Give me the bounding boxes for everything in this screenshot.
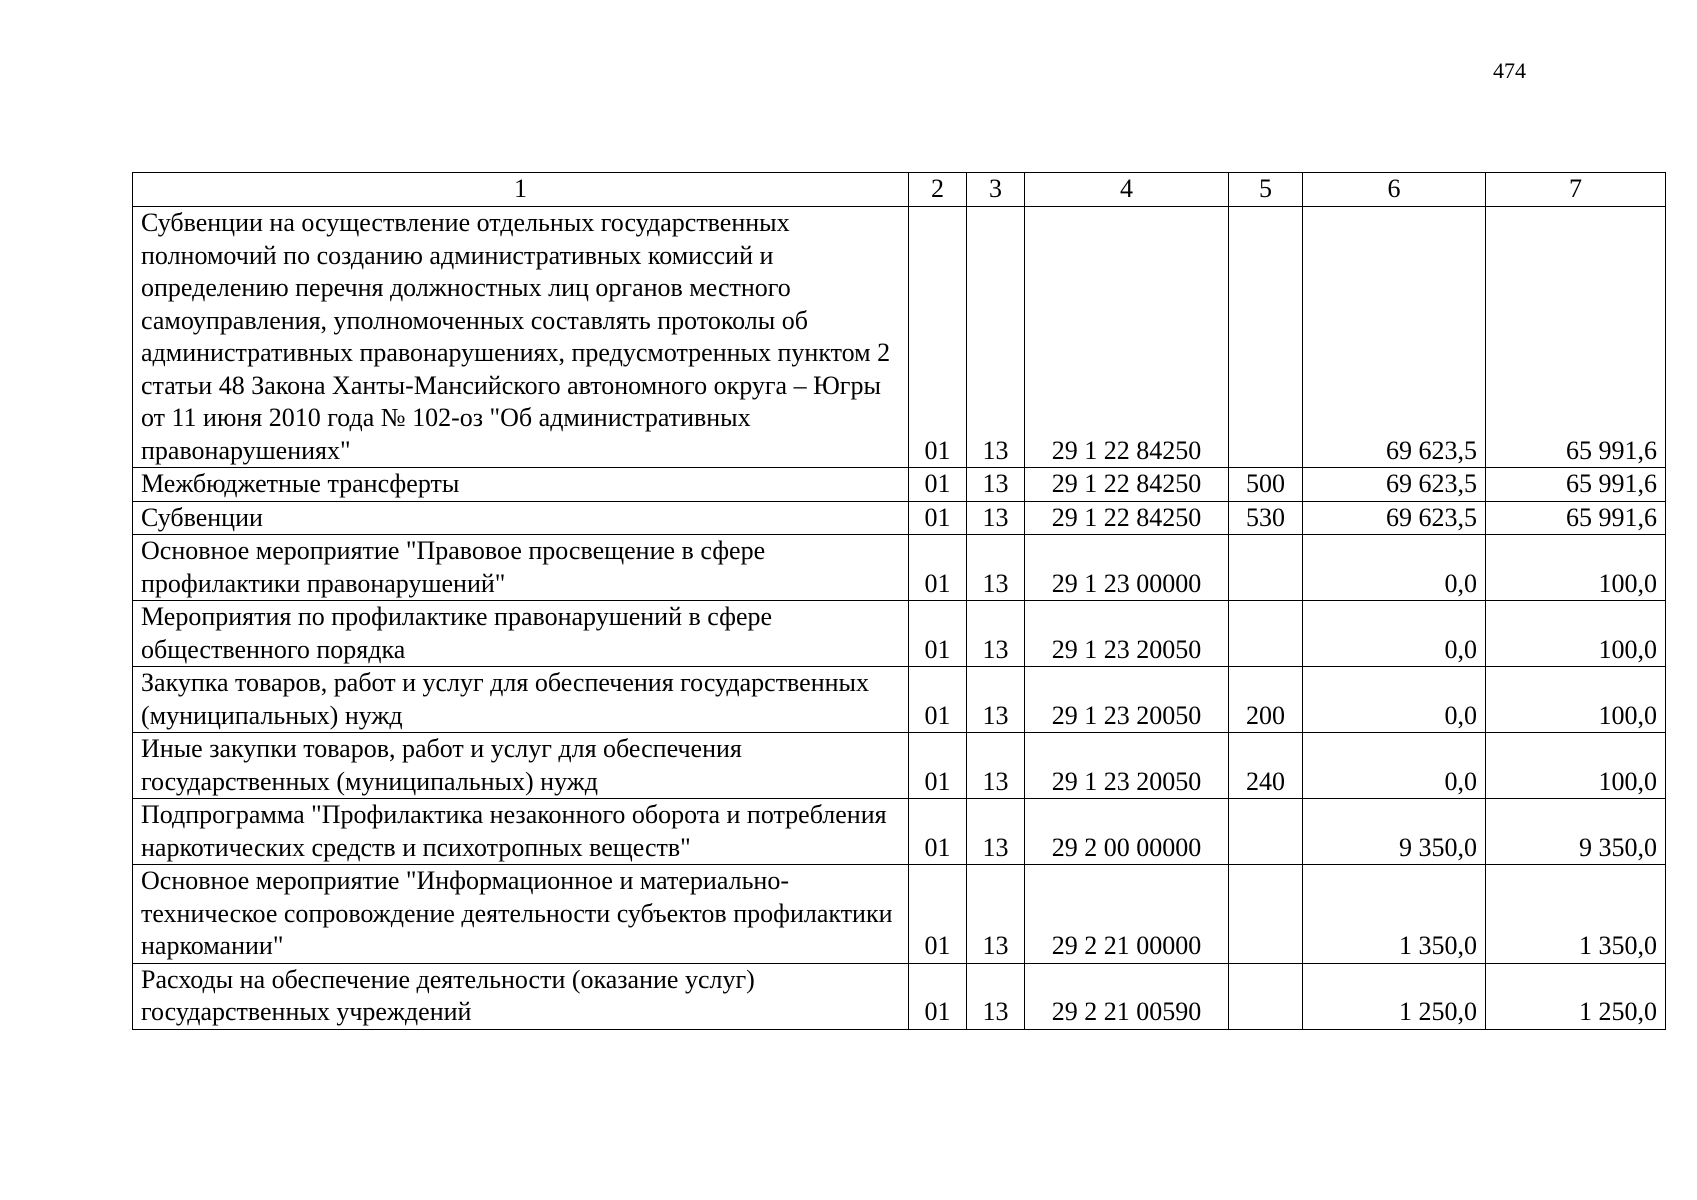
row-vr [1229,535,1303,601]
row-rz: 01 [909,468,967,502]
row-sum-2: 1 350,0 [1486,865,1666,964]
row-sum-2: 65 991,6 [1486,501,1666,535]
row-name: Межбюджетные трансферты [133,468,909,502]
row-sum-2: 100,0 [1486,601,1666,667]
table-row [133,207,1666,468]
row-pr: 13 [967,501,1025,535]
row-vr: 240 [1229,733,1303,799]
header-col-6: 6 [1303,173,1486,207]
row-sum-1: 69 623,5 [1303,501,1486,535]
row-sum-2: 100,0 [1486,535,1666,601]
row-name: Основное мероприятие "Правовое просвещение в сфере профилактики правонарушений" [133,535,909,601]
row-name: Мероприятия по профилактике правонарушений в сфере общественного порядка [133,601,909,667]
table-row [133,799,1666,865]
row-rz: 01 [909,963,967,1029]
row-csr: 29 1 22 84250 [1025,501,1229,535]
row-csr: 29 1 22 84250 [1025,207,1229,468]
row-vr [1229,865,1303,964]
table-row [133,601,1666,667]
header-col-2: 2 [909,173,967,207]
row-csr: 29 1 23 00000 [1025,535,1229,601]
header-col-4: 4 [1025,173,1229,207]
page-number: 474 [1493,58,1526,83]
row-vr [1229,799,1303,865]
row-sum-2: 100,0 [1486,667,1666,733]
row-pr: 13 [967,865,1025,964]
table-row [133,667,1666,733]
row-sum-1: 9 350,0 [1303,799,1486,865]
header-col-7: 7 [1486,173,1666,207]
row-sum-1: 0,0 [1303,601,1486,667]
row-csr: 29 2 21 00000 [1025,865,1229,964]
row-name: Подпрограмма "Профилактика незаконного оборота и потребления наркотических средств и психотропных веществ" [133,799,909,865]
row-sum-1: 1 350,0 [1303,865,1486,964]
table-row [133,535,1666,601]
table-row [133,963,1666,1029]
row-sum-1: 0,0 [1303,733,1486,799]
row-pr: 13 [967,468,1025,502]
row-vr [1229,207,1303,468]
row-rz: 01 [909,535,967,601]
row-sum-1: 69 623,5 [1303,207,1486,468]
row-sum-1: 0,0 [1303,535,1486,601]
row-name: Расходы на обеспечение деятельности (оказание услуг) государственных учреждений [133,963,909,1029]
row-vr: 530 [1229,501,1303,535]
row-sum-2: 9 350,0 [1486,799,1666,865]
row-pr: 13 [967,535,1025,601]
row-csr: 29 1 23 20050 [1025,667,1229,733]
header-col-1: 1 [133,173,909,207]
row-rz: 01 [909,207,967,468]
row-pr: 13 [967,207,1025,468]
header-col-5: 5 [1229,173,1303,207]
row-rz: 01 [909,865,967,964]
row-rz: 01 [909,799,967,865]
row-name: Основное мероприятие "Информационное и материально-техническое сопровождение деятельности субъектов профилактики наркомании" [133,865,909,964]
row-vr [1229,963,1303,1029]
row-name: Субвенции [133,501,909,535]
row-rz: 01 [909,601,967,667]
row-sum-1: 69 623,5 [1303,468,1486,502]
row-csr: 29 1 23 20050 [1025,733,1229,799]
header-row [133,173,1666,207]
row-rz: 01 [909,733,967,799]
row-csr: 29 2 21 00590 [1025,963,1229,1029]
table-row [133,468,1666,502]
table-row [133,865,1666,964]
row-pr: 13 [967,799,1025,865]
row-rz: 01 [909,501,967,535]
row-pr: 13 [967,667,1025,733]
header-col-3: 3 [967,173,1025,207]
table-row [133,501,1666,535]
row-vr: 500 [1229,468,1303,502]
budget-table [132,172,1666,1030]
row-sum-1: 1 250,0 [1303,963,1486,1029]
table-row [133,733,1666,799]
row-pr: 13 [967,963,1025,1029]
row-name: Закупка товаров, работ и услуг для обеспечения государственных (муниципальных) нужд [133,667,909,733]
row-pr: 13 [967,601,1025,667]
row-sum-2: 65 991,6 [1486,468,1666,502]
row-sum-2: 65 991,6 [1486,207,1666,468]
row-sum-1: 0,0 [1303,667,1486,733]
row-name: Иные закупки товаров, работ и услуг для обеспечения государственных (муниципальных) нужд [133,733,909,799]
row-pr: 13 [967,733,1025,799]
row-vr [1229,601,1303,667]
row-csr: 29 1 23 20050 [1025,601,1229,667]
row-rz: 01 [909,667,967,733]
row-name: Субвенции на осуществление отдельных государственных полномочий по созданию административных комиссий и определению перечня должностных лиц органов местного самоуправления, уполномоченных составлять протоколы об административных правонарушениях, предусмотренных пунктом 2 статьи 48 Закона Ханты-Мансийского автономного округа – Югры от 11 июня 2010 года № 102-оз "Об административных правонарушениях" [133,207,909,468]
row-vr: 200 [1229,667,1303,733]
row-sum-2: 100,0 [1486,733,1666,799]
row-sum-2: 1 250,0 [1486,963,1666,1029]
row-csr: 29 2 00 00000 [1025,799,1229,865]
row-csr: 29 1 22 84250 [1025,468,1229,502]
